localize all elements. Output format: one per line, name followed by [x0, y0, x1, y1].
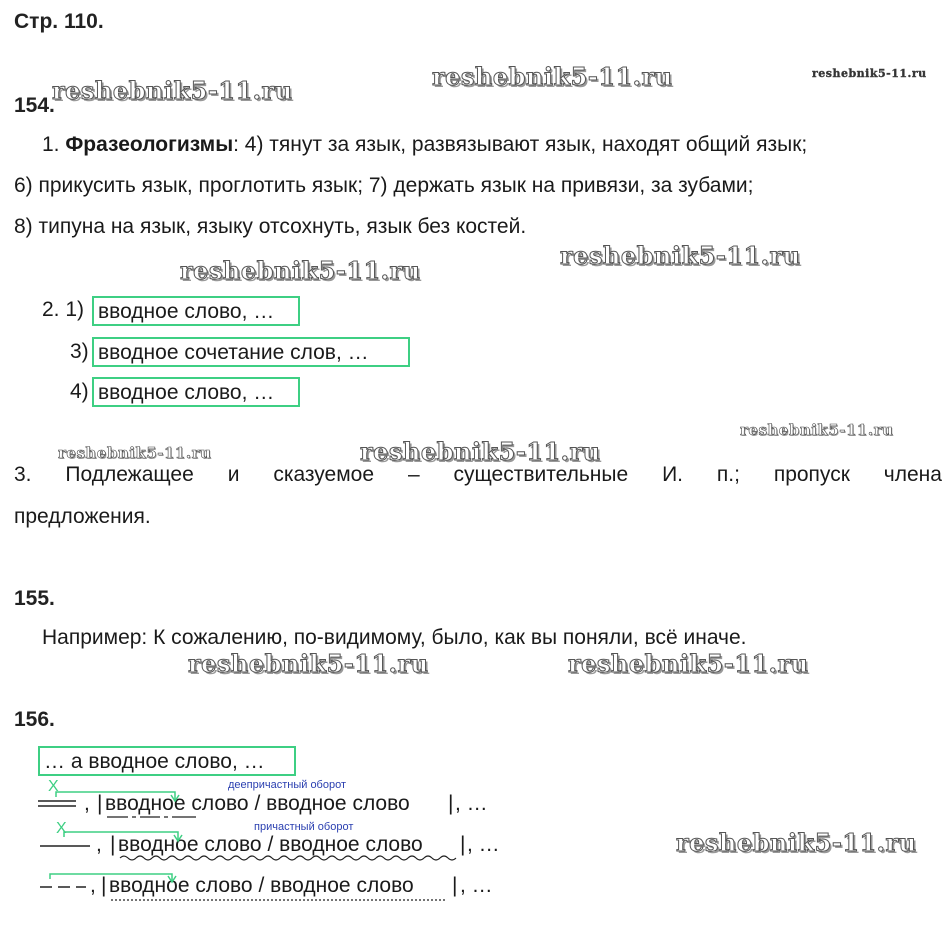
- word: и: [227, 463, 240, 486]
- scheme-text: вводное слово / вводное слово: [118, 833, 423, 856]
- participle-note: причастный оборот: [254, 821, 354, 833]
- watermark: reshebnik5-11.ru: [52, 76, 293, 105]
- bracket-close: |: [452, 874, 458, 897]
- separator-comma: ,: [84, 792, 90, 815]
- page-label: Стр. 110.: [14, 10, 104, 33]
- watermark: reshebnik5-11.ru: [812, 67, 927, 80]
- scheme-text: вводное слово / вводное слово: [105, 792, 410, 815]
- scheme-tail: , …: [460, 874, 493, 897]
- link-arrow: [64, 832, 178, 840]
- subject-double-underline: [38, 801, 76, 806]
- paragraph-line: 8) типуна на язык, языку отсохнуть, язык без костей.: [14, 215, 527, 238]
- watermark: reshebnik5-11.ru: [58, 444, 212, 462]
- bracket-open: |: [97, 792, 103, 815]
- exercise-number: 155.: [14, 587, 55, 610]
- watermark: reshebnik5-11.ru: [568, 649, 809, 678]
- watermark: reshebnik5-11.ru: [740, 421, 894, 439]
- bracket-close: |: [460, 833, 466, 856]
- x-mark: Х: [48, 778, 59, 795]
- watermark: reshebnik5-11.ru: [432, 62, 673, 91]
- paragraph-text: : 4) тянут за язык, развязывают язык, находят общий язык;: [233, 133, 808, 156]
- scheme-tail: , …: [455, 792, 488, 815]
- scheme-text: вводное слово / вводное слово: [109, 874, 414, 897]
- watermark: reshebnik5-11.ru: [560, 241, 801, 270]
- example-sentence: Например: К сожалению, по-видимому, было, как вы поняли, всё иначе.: [42, 626, 747, 649]
- exercise-number: 156.: [14, 708, 55, 731]
- word: сказуемое: [273, 463, 375, 486]
- item-number: 1.: [42, 133, 60, 156]
- bracket-close: |: [448, 792, 454, 815]
- item-number: 4): [70, 380, 89, 403]
- word: 3.: [14, 463, 32, 486]
- word: –: [407, 463, 420, 486]
- bracket-open: |: [101, 874, 107, 897]
- x-mark: Х: [56, 820, 67, 837]
- watermark: reshebnik5-11.ru: [188, 649, 429, 678]
- word: пропуск: [773, 463, 850, 486]
- answer-box: вводное сочетание слов, …: [92, 337, 410, 367]
- attribute-wavy-underline: [120, 856, 456, 860]
- link-arrow: [56, 792, 175, 800]
- item-number: 3): [70, 340, 89, 363]
- link-arrow: [50, 874, 172, 881]
- scheme-tail: , …: [467, 833, 500, 856]
- word: Подлежащее: [65, 463, 194, 486]
- word: существительные: [453, 463, 629, 486]
- paragraph-line: предложения.: [14, 505, 151, 528]
- term-heading: Фразеологизмы: [65, 133, 234, 156]
- paragraph-line: 6) прикусить язык, проглотить язык; 7) держать язык на привязи, за зубами;: [14, 174, 754, 197]
- separator-comma: ,: [96, 833, 102, 856]
- scheme-box: … а вводное слово, …: [38, 746, 296, 776]
- exercise-number: 154.: [14, 94, 55, 117]
- participle-note: деепричастный оборот: [228, 779, 347, 791]
- answer-box: вводное слово, …: [92, 296, 300, 326]
- word: п.;: [716, 463, 740, 486]
- watermark: reshebnik5-11.ru: [676, 828, 917, 857]
- separator-comma: ,: [90, 874, 96, 897]
- bracket-open: |: [110, 833, 116, 856]
- word: И.: [662, 463, 683, 486]
- word: члена: [883, 463, 942, 486]
- watermark: reshebnik5-11.ru: [180, 256, 421, 285]
- answer-box: вводное слово, …: [92, 377, 300, 407]
- item-number: 2. 1): [42, 298, 85, 321]
- watermark: reshebnik5-11.ru: [360, 437, 601, 466]
